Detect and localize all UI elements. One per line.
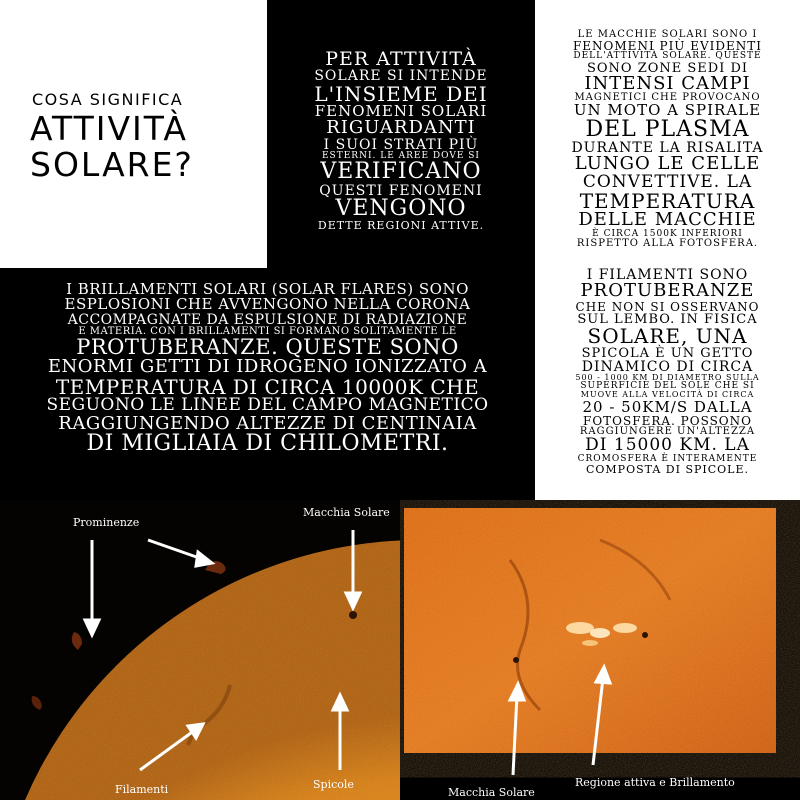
active-region-photo <box>400 500 800 800</box>
label-prominences: Prominenze <box>73 516 140 529</box>
definition-line: DETTE REGIONI ATTIVE. <box>317 219 485 233</box>
sun-limb-image <box>0 500 400 800</box>
definition-line: I SUOI STRATI PIÙ <box>323 136 479 153</box>
sunspots-line: TEMPERATURA <box>579 189 756 214</box>
filaments-line: 500 - 1000 KM DI DIAMETRO SULLA <box>575 373 760 383</box>
filaments-line: PROTUBERANZE <box>580 280 755 302</box>
flares-line: ESPLOSIONI CHE AVVENGONO NELLA CORONA <box>64 295 471 314</box>
filaments-line: COMPOSTA DI SPICOLE. <box>585 462 750 476</box>
flares-line: RAGGIUNGENDO ALTEZZE DI CENTINAIA <box>58 412 477 434</box>
label-spicules: Spicole <box>313 778 354 791</box>
flares-text <box>0 282 535 455</box>
sunspot-mark <box>513 657 519 663</box>
flares-line: I BRILLAMENTI SOLARI (SOLAR FLARES) SONO <box>66 280 469 298</box>
sunspot-mark <box>349 611 357 619</box>
filaments-line: CHE NON SI OSSERVANO <box>575 299 760 314</box>
sunspots-line: CONVETTIVE. LA <box>582 171 753 192</box>
filaments-line: 20 - 50KM/S DALLA <box>582 397 753 416</box>
sunspots-text <box>535 30 800 249</box>
definition-line: PER ATTIVITÀ <box>325 48 477 70</box>
sunspots-panel <box>535 0 800 268</box>
filaments-line: DINAMICO DI CIRCA <box>581 358 754 375</box>
sunspots-line: LUNGO LE CELLE <box>574 153 761 175</box>
flares-line: E MATERIA. CON I BRILLAMENTI SI FORMANO SOLITAMENTE LE <box>78 325 457 337</box>
definition-line: ESTERNI. LE AREE DOVE SI <box>321 150 480 161</box>
definition-line: QUESTI FENOMENI <box>319 182 483 199</box>
flares-line: ACCOMPAGNATE DA ESPULSIONE DI RADIAZIONE <box>67 311 468 328</box>
definition-line: VERIFICANO <box>320 159 482 185</box>
filaments-line: RAGGIUNGERE UN'ALTEZZA <box>579 426 756 438</box>
filaments-line: SPICOLA È UN GETTO <box>581 345 754 361</box>
sunspots-line: DEL PLASMA <box>585 116 750 142</box>
sunspots-line: FENOMENI PIÙ EVIDENTI <box>572 39 763 54</box>
filaments-line: SOLARE, UNA <box>587 324 748 349</box>
active-region-image <box>400 500 800 800</box>
sunspot-mark <box>642 632 648 638</box>
definition-line: FENOMENI SOLARI <box>314 102 488 121</box>
filaments-line: I FILAMENTI SONO <box>586 267 749 283</box>
definition-panel <box>267 0 535 268</box>
question-subtitle: COSA SIGNIFICA <box>32 90 184 109</box>
sunspots-line: MAGNETICI CHE PROVOCANO <box>574 92 761 104</box>
flares-line: ENORMI GETTI DI IDROGENO IONIZZATO A <box>47 356 488 378</box>
flares-line: PROTUBERANZE. QUESTE SONO <box>76 335 459 360</box>
filaments-panel <box>535 268 800 500</box>
question-title-line2: SOLARE? <box>30 145 194 184</box>
label-sunspot: Macchia Solare <box>303 506 390 519</box>
definition-line: SOLARE SI INTENDE <box>314 68 488 85</box>
flares-line: SEGUONO LE LINEE DEL CAMPO MAGNETICO <box>46 395 489 416</box>
sunspots-line: LE MACCHIE SOLARI SONO I <box>577 29 758 40</box>
sunspots-line: UN MOTO A SPIRALE <box>573 101 762 120</box>
definition-line: VENGONO <box>335 195 467 221</box>
filaments-line: CROMOSFERA È INTERAMENTE <box>577 453 758 464</box>
flares-line: TEMPERATURA DI CIRCA 10000K CHE <box>55 374 480 399</box>
sunspots-line: È CIRCA 1500K INFERIORI <box>592 228 743 239</box>
sunspots-line: DELL'ATTIVITÀ SOLARE. QUESTE <box>573 51 762 62</box>
label-filaments: Filamenti <box>115 783 169 796</box>
filaments-text <box>535 268 800 475</box>
sunspots-line: RISPETTO ALLA FOTOSFERA. <box>576 238 759 249</box>
definition-line: L'INSIEME DEI <box>314 81 488 106</box>
question-panel <box>0 0 267 268</box>
flares-panel <box>0 268 535 500</box>
filaments-line: DI 15000 KM. LA <box>585 435 750 456</box>
sunspots-line: DELLE MACCHIE <box>578 209 757 231</box>
filaments-line: MUOVE ALLA VELOCITÀ DI CIRCA <box>580 390 755 400</box>
sunspots-line: DURANTE LA RISALITA <box>571 140 764 157</box>
sun-limb-photo <box>0 500 400 800</box>
question-title-line1: ATTIVITÀ <box>30 109 188 148</box>
sunspots-line: INTENSI CAMPI <box>584 72 751 94</box>
label-sunspot-right: Macchia Solare <box>448 786 535 799</box>
filaments-line: SUPERFICIE DEL SOLE CHE SI <box>580 381 755 392</box>
label-active-region: Regione attiva e Brillamento <box>575 776 735 789</box>
prominence-shape <box>32 696 42 710</box>
definition-text <box>267 50 535 231</box>
filaments-line: FOTOSFERA. POSSONO <box>583 413 752 428</box>
definition-line: RIGUARDANTI <box>326 117 476 139</box>
sunspots-line: SONO ZONE SEDI DI <box>586 60 749 76</box>
filaments-line: SUL LEMBO. IN FISICA <box>577 311 758 327</box>
flares-line: DI MIGLIAIA DI CHILOMETRI. <box>86 430 449 456</box>
prominence-shape <box>72 632 82 650</box>
